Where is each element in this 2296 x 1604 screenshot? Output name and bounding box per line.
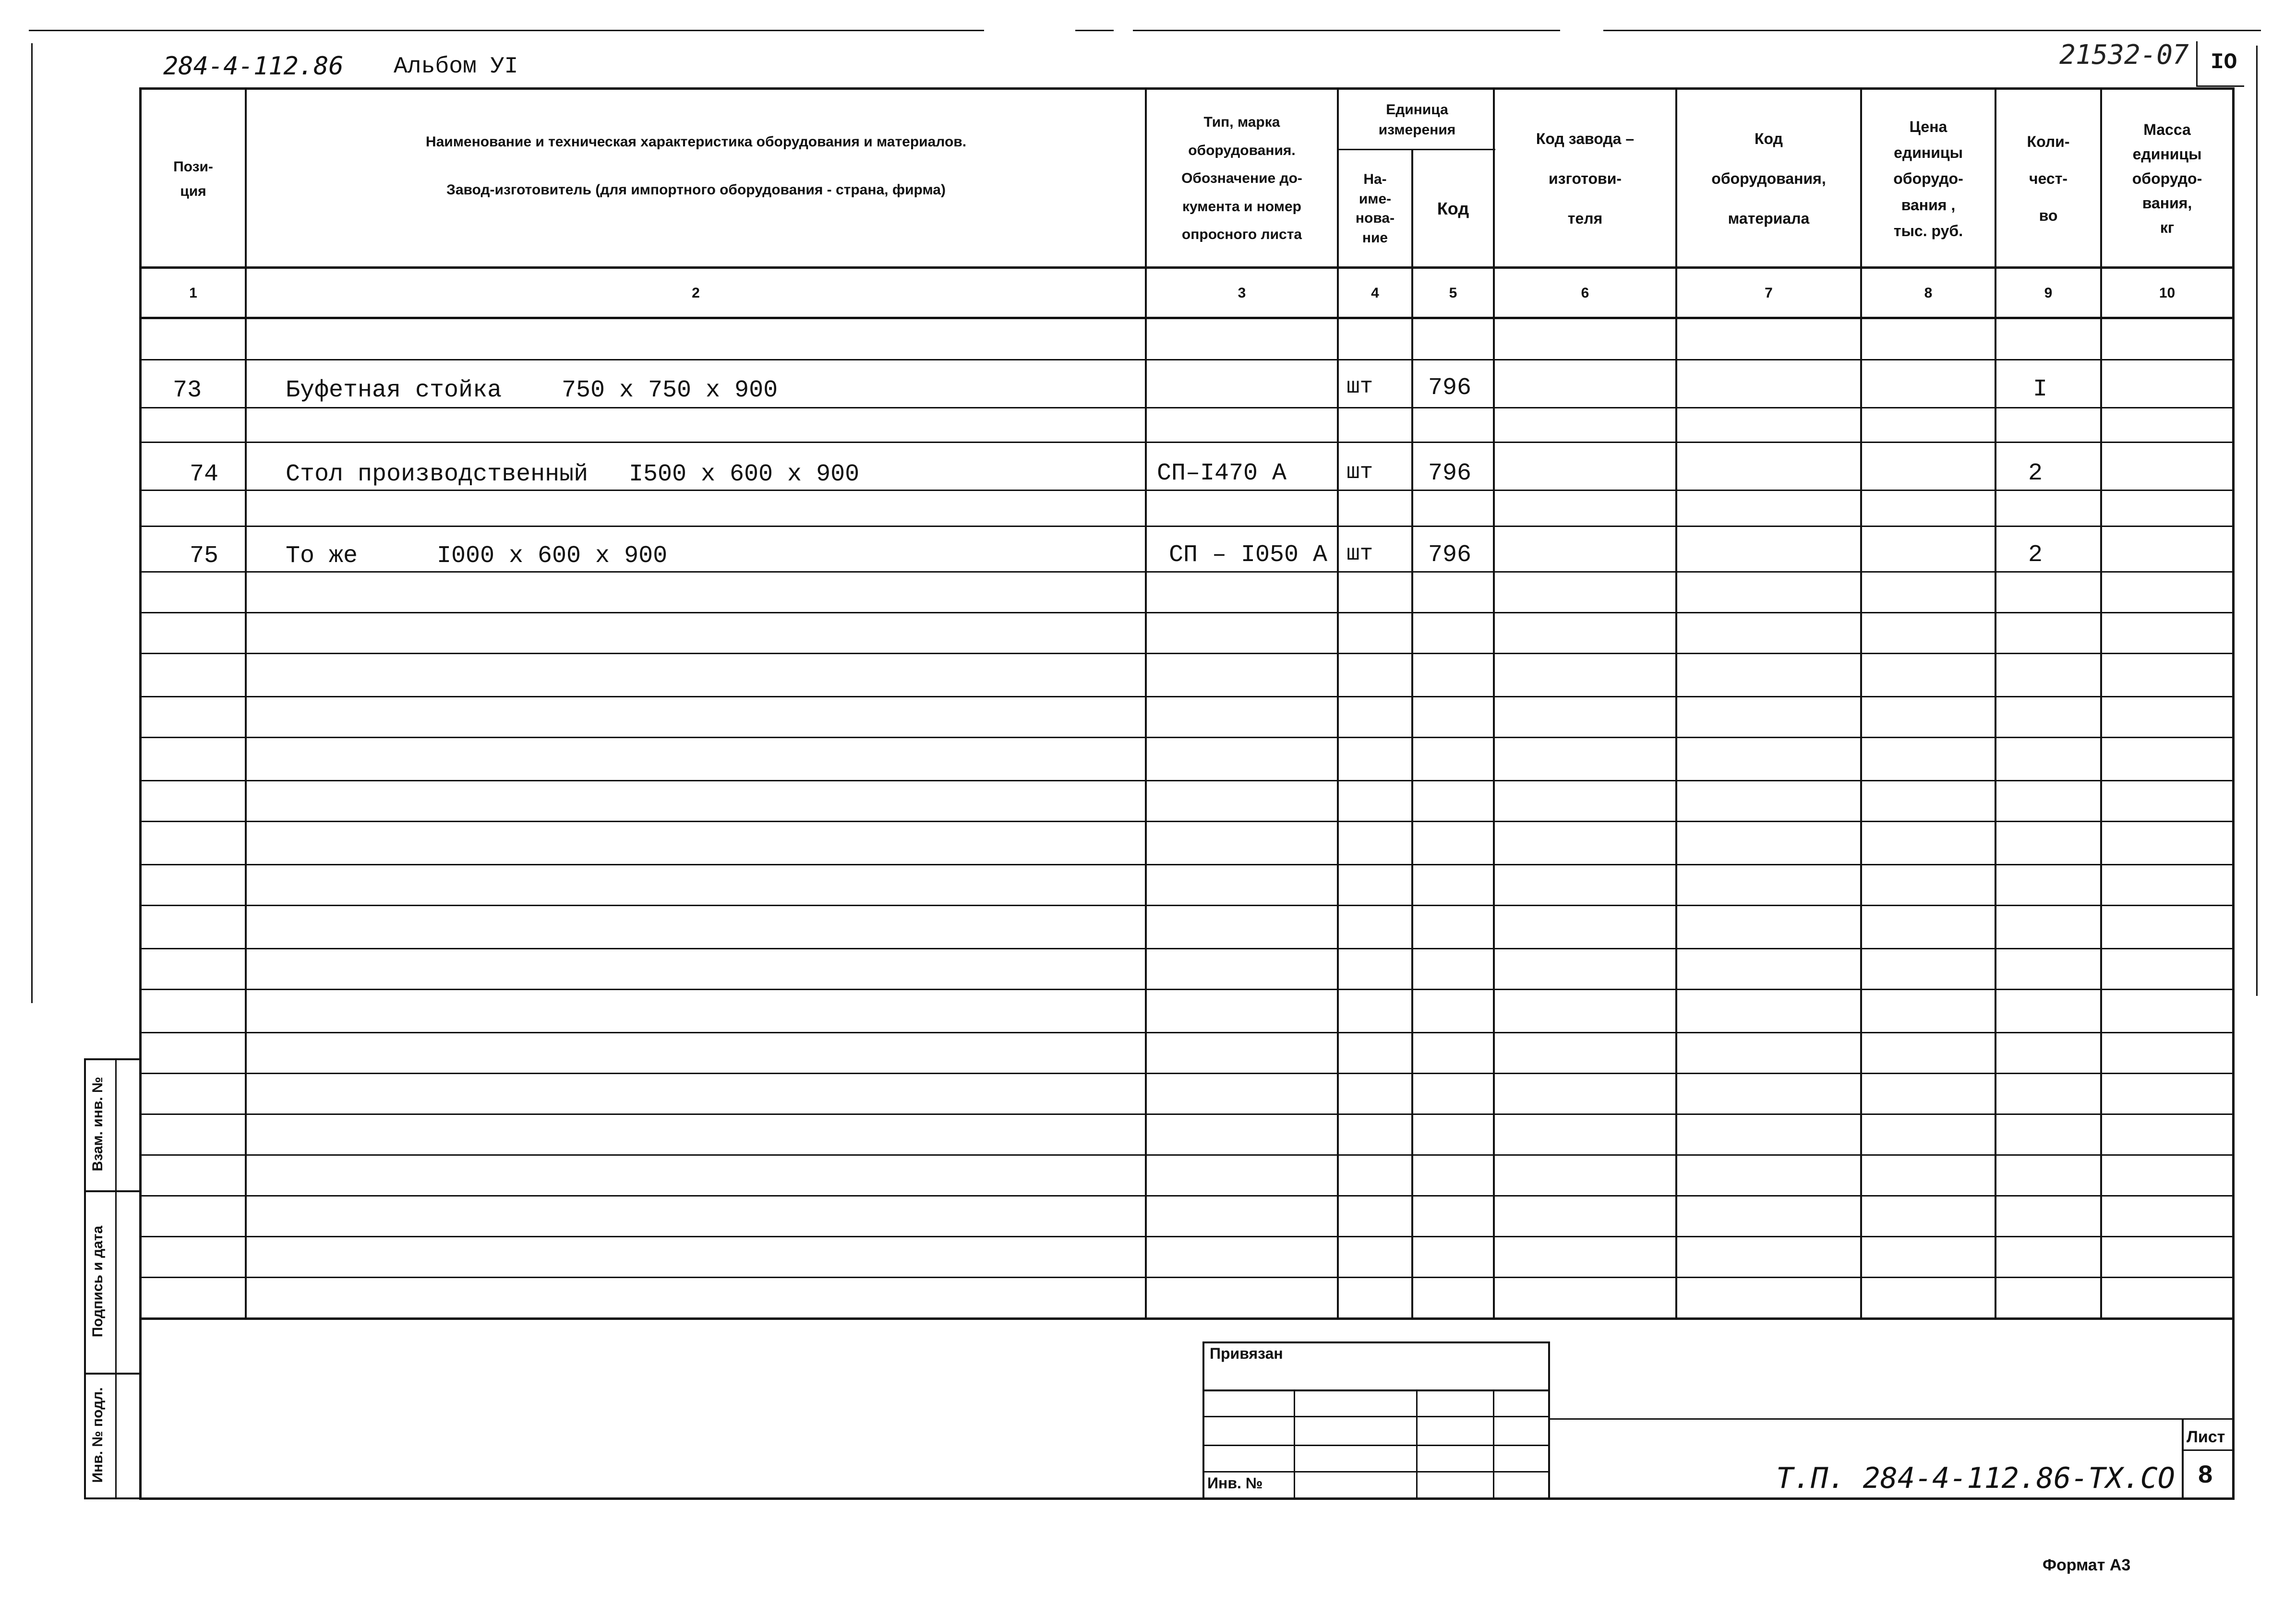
row-name: То же bbox=[286, 542, 358, 570]
stamp-line bbox=[1202, 1341, 1204, 1499]
row-name: Стол производственный bbox=[286, 461, 589, 488]
row-position: 75 bbox=[190, 542, 219, 570]
col-number: 3 bbox=[1238, 285, 1246, 301]
row-position: 73 bbox=[173, 377, 202, 404]
stamp-line bbox=[1202, 1416, 1548, 1417]
row-line bbox=[139, 442, 2232, 443]
row-quantity: 2 bbox=[2028, 460, 2043, 487]
row-name: Буфетная стойка bbox=[286, 377, 502, 404]
col-header-type: Тип, марка оборудования. Обозначение до- кумента и номер опросного листа bbox=[1181, 114, 1302, 243]
format-label: Формат А3 bbox=[2043, 1556, 2131, 1574]
stamp-line bbox=[1202, 1471, 1548, 1472]
row-line bbox=[139, 1073, 2232, 1074]
row-line bbox=[139, 737, 2232, 738]
row-line bbox=[139, 780, 2232, 781]
doc-code: 284-4-112.86 bbox=[163, 52, 344, 81]
top-rule bbox=[1603, 30, 2261, 31]
col-number: 6 bbox=[1581, 285, 1589, 301]
stamp-line bbox=[1202, 1341, 1548, 1343]
row-dimensions: I500 x 600 x 900 bbox=[629, 461, 860, 488]
sheet-number: 8 bbox=[2198, 1461, 2213, 1491]
row-unit: шт bbox=[1346, 541, 1373, 566]
row-line bbox=[139, 1277, 2232, 1278]
row-type: СП–I470 А bbox=[1157, 460, 1287, 487]
row-line bbox=[139, 864, 2232, 865]
row-dimensions: I000 x 600 x 900 bbox=[437, 542, 668, 570]
row-line bbox=[139, 653, 2232, 654]
row-unit: шт bbox=[1346, 374, 1373, 399]
stamp-line bbox=[1294, 1389, 1295, 1499]
right-edge-mark bbox=[2256, 46, 2258, 996]
row-unit-code: 796 bbox=[1428, 541, 1472, 569]
col-header-price: Цена единицы оборудо- вания , тыс. руб. bbox=[1893, 118, 1963, 240]
stamp-line bbox=[1202, 1445, 1548, 1446]
col-number: 4 bbox=[1371, 285, 1379, 301]
col-header-name-line1: Наименование и техническая характеристика оборудования и материалов. bbox=[425, 134, 967, 150]
col-number: 9 bbox=[2044, 285, 2053, 301]
unit-group-divider bbox=[1337, 149, 1495, 150]
privyazan-label: Привязан bbox=[1210, 1345, 1283, 1362]
side-stamp-line bbox=[84, 1058, 86, 1499]
col-header-factory-code: Код завода – изготови- теля bbox=[1536, 130, 1635, 227]
album-label: Альбом УI bbox=[394, 54, 518, 80]
col-header-equipment-code: Код оборудования, материала bbox=[1711, 130, 1826, 227]
row-line bbox=[139, 571, 2232, 573]
row-line bbox=[139, 1195, 2232, 1197]
row-unit-code: 796 bbox=[1428, 374, 1472, 402]
page-box-bottom bbox=[2196, 85, 2244, 87]
sheet-box-left bbox=[2182, 1418, 2184, 1499]
row-line bbox=[139, 948, 2232, 949]
row-line bbox=[139, 407, 2232, 408]
row-unit: шт bbox=[1346, 460, 1373, 485]
side-stamp-inv: Инв. № подл. bbox=[90, 1387, 106, 1483]
side-stamp-line bbox=[115, 1058, 117, 1499]
col-number: 7 bbox=[1765, 285, 1773, 301]
row-dimensions: 750 x 750 x 900 bbox=[562, 377, 778, 404]
frame-bottom bbox=[139, 1497, 2235, 1500]
table-bottom bbox=[139, 1317, 2232, 1320]
row-quantity: I bbox=[2033, 376, 2048, 403]
col-header-unit-name: На- име- нова- ние bbox=[1355, 171, 1395, 246]
title-block-top bbox=[1548, 1418, 2235, 1420]
row-position: 74 bbox=[190, 461, 219, 488]
side-stamp-vzam: Взам. инв. № bbox=[90, 1077, 106, 1172]
col-number: 5 bbox=[1449, 285, 1457, 301]
row-line bbox=[139, 1032, 2232, 1033]
row-line bbox=[139, 1154, 2232, 1156]
row-line bbox=[139, 821, 2232, 822]
stamp-line bbox=[1493, 1389, 1494, 1499]
row-line bbox=[139, 696, 2232, 697]
row-line bbox=[139, 1236, 2232, 1237]
designation: Т.П. 284-4-112.86-ТХ.СО bbox=[1776, 1461, 2175, 1495]
col-header-name-line2: Завод-изготовитель (для импортного оборудования - страна, фирма) bbox=[446, 182, 946, 198]
col-number: 2 bbox=[692, 285, 700, 301]
colnum-bottom bbox=[139, 317, 2232, 319]
archive-number: 21532-07 bbox=[2059, 39, 2189, 71]
row-line bbox=[139, 612, 2232, 613]
col-header-position: Пози- ция bbox=[173, 158, 213, 199]
col-header-mass: Масса единицы оборудо- вания, кг bbox=[2132, 120, 2202, 237]
col-number: 10 bbox=[2159, 285, 2176, 301]
row-line bbox=[139, 1113, 2232, 1115]
row-quantity: 2 bbox=[2028, 541, 2043, 569]
col-line bbox=[2232, 87, 2235, 1498]
col-header-unit-code: Код bbox=[1437, 199, 1469, 219]
col-line bbox=[1411, 149, 1413, 1318]
col-header-quantity: Коли- чест- во bbox=[2027, 133, 2070, 224]
row-line bbox=[139, 490, 2232, 491]
page-box-divider bbox=[2196, 41, 2198, 87]
col-number: 8 bbox=[1924, 285, 1933, 301]
stamp-line bbox=[1416, 1389, 1418, 1499]
row-line bbox=[139, 526, 2232, 527]
sheet-label: Лист bbox=[2187, 1428, 2225, 1446]
page-number: IO bbox=[2211, 50, 2237, 75]
stamp-line bbox=[1548, 1341, 1550, 1499]
top-rule bbox=[1075, 30, 1114, 31]
table-top bbox=[139, 87, 2232, 90]
inv-no-label: Инв. № bbox=[1207, 1474, 1263, 1492]
row-line bbox=[139, 905, 2232, 906]
top-rule bbox=[29, 30, 984, 31]
left-edge-mark bbox=[31, 43, 33, 1003]
sheet-box-divider bbox=[2182, 1449, 2235, 1451]
side-stamp-podpis: Подпись и дата bbox=[90, 1225, 106, 1338]
col-number: 1 bbox=[189, 285, 197, 301]
col-header-unit-group: Единица измерения bbox=[1378, 102, 1456, 138]
row-line bbox=[139, 989, 2232, 990]
row-line bbox=[139, 359, 2232, 360]
row-type: СП – I050 А bbox=[1169, 541, 1328, 569]
row-unit-code: 796 bbox=[1428, 460, 1472, 487]
top-rule bbox=[1133, 30, 1560, 31]
stamp-line bbox=[1202, 1389, 1548, 1391]
